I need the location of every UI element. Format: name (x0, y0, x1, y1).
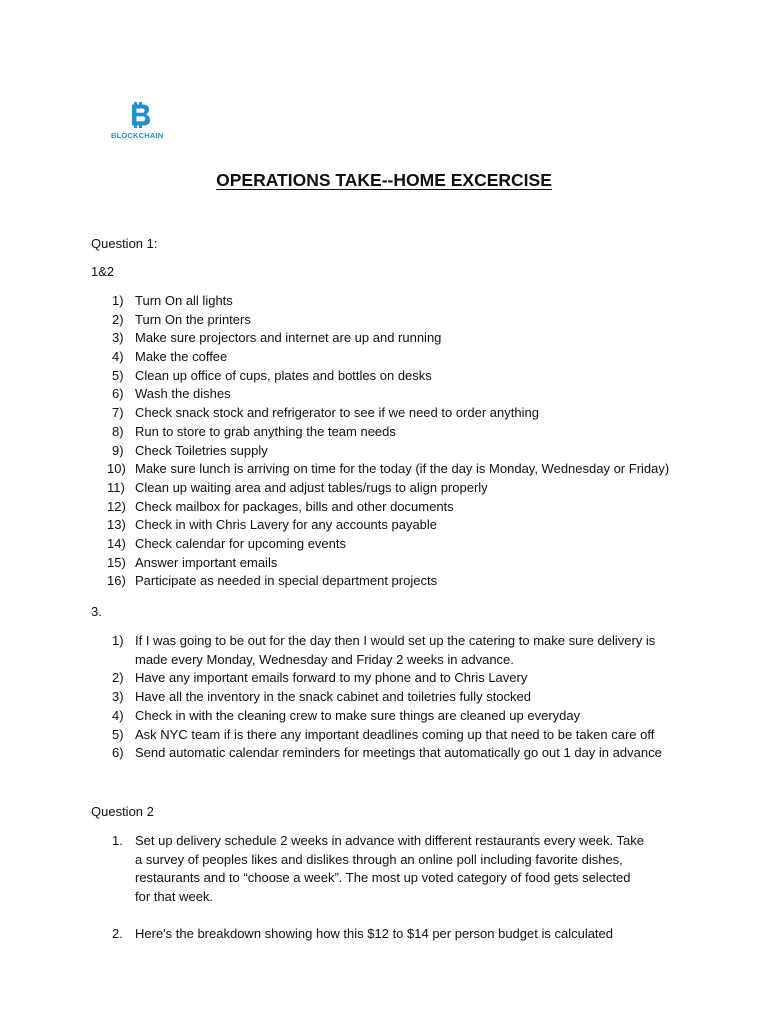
list-item: 5) Clean up office of cups, plates and bottles on desks (112, 367, 432, 383)
question1-part3-list (90, 632, 662, 763)
list-item: 14) Check calendar for upcoming events (107, 535, 347, 551)
list-item: 6) Wash the dishes (112, 386, 231, 402)
question2-heading: Question 2 (91, 804, 154, 819)
document-title (0, 170, 768, 191)
list-item: 9) Check Toiletries supply (112, 442, 268, 458)
list-item: 16) Participate as needed in special department projects (107, 573, 438, 589)
list-item: 1) If I was going to be out for the day then I would set up the catering to make sure delivery is made every Monday, Wednesday and Friday 2 weeks in advance. (112, 633, 656, 667)
question1-subheading: 1&2 (91, 264, 115, 279)
list-item: 10) Make sure lunch is arriving on time for the today (if the day is Monday, Wednesday or Friday) (107, 461, 670, 477)
list-item: 5) Ask NYC team if is there any important deadlines coming up that need to be taken care off (112, 726, 655, 742)
question2-list (90, 832, 645, 944)
list-item: 3) Make sure projectors and internet are up and running (112, 330, 442, 346)
list-item: 2) Have any important emails forward to my phone and to Chris Lavery (112, 670, 528, 686)
document-title-text: OPERATIONS TAKE--HOME EXCERCISE (216, 170, 552, 190)
list-item: 13) Check in with Chris Lavery for any accounts payable (107, 517, 438, 533)
blockchain-logo-icon (131, 102, 151, 128)
list-item: 3) Have all the inventory in the snack cabinet and toiletries fully stocked (112, 689, 531, 705)
list-item: 4) Make the coffee (112, 349, 228, 365)
list-item: 7) Check snack stock and refrigerator to see if we need to order anything (112, 405, 539, 421)
list-item: 1. Set up delivery schedule 2 weeks in advance with different restaurants every week. Take a survey of peoples likes and dislikes through an online poll including favorite dishes, restaurants and to “choose a week”. The most up voted category of food gets selected for that week. (112, 833, 644, 905)
blockchain-logo (111, 102, 171, 140)
list-item: 11) Clean up waiting area and adjust tables/rugs to align properly (107, 479, 488, 495)
question1-heading: Question 1: (91, 236, 158, 251)
list-item: 4) Check in with the cleaning crew to make sure things are cleaned up everyday (112, 707, 581, 723)
list-item: 2) Turn On the printers (112, 311, 251, 327)
list-item: 12) Check mailbox for packages, bills and other documents (107, 498, 454, 514)
list-item: 1) Turn On all lights (112, 293, 233, 308)
list-item: 6) Send automatic calendar reminders for meetings that automatically go out 1 day in advance (112, 745, 662, 761)
question1-list (90, 292, 669, 591)
logo-wordmark: BLOCKCHAIN (111, 131, 164, 140)
list-item: 8) Run to store to grab anything the team needs (112, 423, 396, 439)
question1-part3-label: 3. (91, 604, 102, 619)
list-item: 2. Here's the breakdown showing how this $12 to $14 per person budget is calculated (112, 925, 614, 941)
list-item: 15) Answer important emails (107, 554, 278, 570)
